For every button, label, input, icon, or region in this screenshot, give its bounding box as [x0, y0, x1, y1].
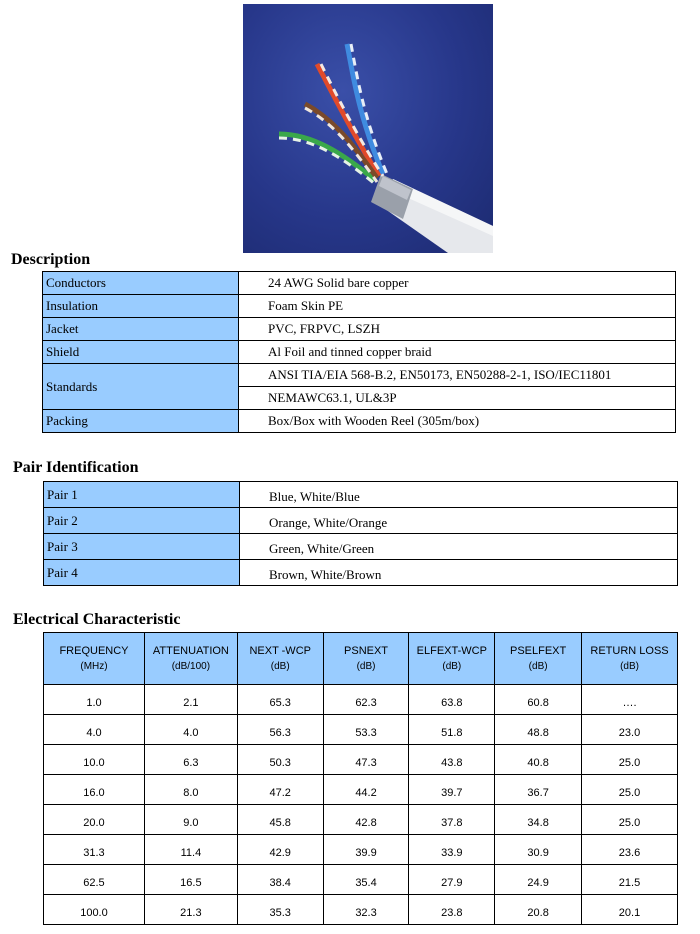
column-header: [44, 633, 145, 685]
header-name: FREQUENCY: [59, 644, 129, 657]
table-cell: 20.1: [582, 895, 678, 925]
table-row: [43, 318, 676, 341]
electrical-table: [43, 632, 678, 925]
header-unit: (dB/100): [171, 660, 211, 672]
table-cell: 37.8: [409, 805, 495, 835]
header-unit: (dB): [356, 660, 376, 672]
table-row: [43, 364, 676, 387]
table-cell: 1.0: [44, 685, 145, 715]
table-cell: 40.8: [495, 745, 582, 775]
table-cell: 42.8: [323, 805, 409, 835]
cable-illustration: [243, 4, 493, 253]
header-unit: (dB): [528, 660, 548, 672]
row-value: Blue, White/Blue: [240, 482, 678, 508]
table-row: [44, 560, 678, 586]
table-cell: 65.3: [237, 685, 323, 715]
header-name: NEXT -WCP: [249, 644, 311, 657]
table-cell: 23.0: [582, 715, 678, 745]
table-cell: 51.8: [409, 715, 495, 745]
header-name: PSELFEXT: [510, 644, 567, 657]
row-value: 24 AWG Solid bare copper: [239, 272, 676, 295]
row-label: Insulation: [43, 295, 239, 318]
table-row: [44, 482, 678, 508]
header-row: [44, 633, 678, 685]
table-cell: 27.9: [409, 865, 495, 895]
table-row: [44, 534, 678, 560]
table-cell: 25.0: [582, 775, 678, 805]
table-cell: 44.2: [323, 775, 409, 805]
table-cell: 23.6: [582, 835, 678, 865]
row-value: Brown, White/Brown: [240, 560, 678, 586]
header-unit: (dB): [442, 660, 462, 672]
table-cell: 33.9: [409, 835, 495, 865]
header-name: RETURN LOSS: [590, 644, 669, 657]
table-cell: 8.0: [144, 775, 237, 805]
table-cell: 100.0: [44, 895, 145, 925]
row-value: PVC, FRPVC, LSZH: [239, 318, 676, 341]
table-cell: 62.5: [44, 865, 145, 895]
table-cell: 47.3: [323, 745, 409, 775]
row-value: Orange, White/Orange: [240, 508, 678, 534]
row-value: ANSI TIA/EIA 568-B.2, EN50173, EN50288-2-1, ISO/IEC11801: [239, 364, 676, 387]
table-cell: 32.3: [323, 895, 409, 925]
table-row: [44, 805, 678, 835]
row-label: Shield: [43, 341, 239, 364]
table-cell: ….: [582, 685, 678, 715]
table-row: [44, 715, 678, 745]
row-value: Green, White/Green: [240, 534, 678, 560]
table-cell: 36.7: [495, 775, 582, 805]
table-cell: 60.8: [495, 685, 582, 715]
column-header: [409, 633, 495, 685]
table-cell: 35.3: [237, 895, 323, 925]
table-cell: 16.0: [44, 775, 145, 805]
table-row: [43, 272, 676, 295]
table-cell: 24.9: [495, 865, 582, 895]
table-cell: 56.3: [237, 715, 323, 745]
table-cell: 4.0: [144, 715, 237, 745]
table-row: [44, 508, 678, 534]
table-cell: 6.3: [144, 745, 237, 775]
electrical-table-body: [44, 685, 678, 925]
table-row: [44, 835, 678, 865]
electrical-title: Electrical Characteristic: [13, 611, 181, 628]
column-header: [495, 633, 582, 685]
table-cell: 20.0: [44, 805, 145, 835]
table-cell: 48.8: [495, 715, 582, 745]
table-cell: 16.5: [144, 865, 237, 895]
pair-identification-table: [43, 481, 678, 586]
table-cell: 25.0: [582, 805, 678, 835]
table-cell: 4.0: [44, 715, 145, 745]
table-cell: 45.8: [237, 805, 323, 835]
row-value: Foam Skin PE: [239, 295, 676, 318]
table-cell: 62.3: [323, 685, 409, 715]
table-cell: 53.3: [323, 715, 409, 745]
row-label: Pair 3: [44, 534, 240, 560]
header-name: ELFEXT-WCP: [416, 644, 487, 657]
table-cell: 38.4: [237, 865, 323, 895]
table-cell: 39.9: [323, 835, 409, 865]
header-unit: (MHz): [80, 660, 108, 672]
table-row: [43, 295, 676, 318]
column-header: [582, 633, 678, 685]
row-label: Pair 1: [44, 482, 240, 508]
table-cell: 30.9: [495, 835, 582, 865]
table-cell: 2.1: [144, 685, 237, 715]
table-cell: 31.3: [44, 835, 145, 865]
row-value: Box/Box with Wooden Reel (305m/box): [239, 410, 676, 433]
table-row: [43, 341, 676, 364]
column-header: [237, 633, 323, 685]
table-cell: 23.8: [409, 895, 495, 925]
row-value: NEMAWC63.1, UL&3P: [239, 387, 676, 410]
row-label: Pair 2: [44, 508, 240, 534]
table-row: [44, 775, 678, 805]
cable-photo: [243, 4, 493, 253]
table-row: [44, 745, 678, 775]
header-name: ATTENUATION: [152, 644, 229, 657]
row-label: Standards: [43, 364, 239, 410]
table-row: [44, 685, 678, 715]
table-cell: 43.8: [409, 745, 495, 775]
table-cell: 25.0: [582, 745, 678, 775]
column-header: [144, 633, 237, 685]
table-cell: 35.4: [323, 865, 409, 895]
table-cell: 21.3: [144, 895, 237, 925]
header-name: PSNEXT: [344, 644, 389, 657]
table-cell: 39.7: [409, 775, 495, 805]
row-label: Jacket: [43, 318, 239, 341]
row-label: Conductors: [43, 272, 239, 295]
row-label: Pair 4: [44, 560, 240, 586]
table-cell: 34.8: [495, 805, 582, 835]
table-cell: 20.8: [495, 895, 582, 925]
row-label: Packing: [43, 410, 239, 433]
table-cell: 42.9: [237, 835, 323, 865]
table-cell: 50.3: [237, 745, 323, 775]
table-cell: 11.4: [144, 835, 237, 865]
pair-identification-title: Pair Identification: [13, 459, 139, 476]
table-cell: 47.2: [237, 775, 323, 805]
table-row: [44, 865, 678, 895]
description-title: Description: [11, 251, 91, 268]
table-cell: 10.0: [44, 745, 145, 775]
header-unit: (dB): [270, 660, 290, 672]
row-value: Al Foil and tinned copper braid: [239, 341, 676, 364]
table-cell: 21.5: [582, 865, 678, 895]
column-header: [323, 633, 409, 685]
table-row: [44, 895, 678, 925]
header-unit: (dB): [620, 660, 639, 672]
description-table: [42, 271, 676, 433]
table-cell: 63.8: [409, 685, 495, 715]
table-cell: 9.0: [144, 805, 237, 835]
table-row: [43, 410, 676, 433]
